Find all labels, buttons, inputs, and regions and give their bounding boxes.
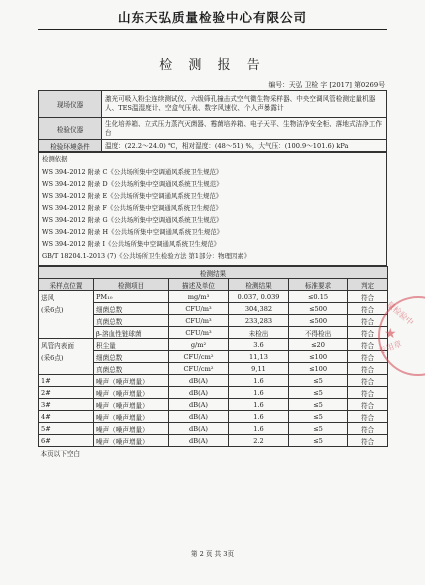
standard-cell: ≤5 (289, 423, 348, 435)
table-row (39, 291, 388, 303)
unit-cell: CFU/cm² (169, 363, 229, 375)
seal-text: 专用章 (377, 339, 403, 356)
standard-cell: 不得检出 (289, 327, 348, 339)
item-cell: PM₁₀ (94, 291, 169, 303)
item-cell: β-溶血性链球菌 (94, 327, 169, 339)
item-cell: 细菌总数 (94, 351, 169, 363)
item-cell: 噪声（噪声增量） (94, 399, 169, 411)
seal-text: 量检验中 (384, 299, 416, 328)
table-row (39, 399, 388, 411)
report-title: 检 测 报 告 (159, 58, 266, 73)
standard-cell: ≤5 (289, 387, 348, 399)
result-cell: 9,11 (229, 363, 289, 375)
column-header: 检测结果 (229, 279, 289, 291)
verdict-cell: 符合 (348, 363, 388, 375)
standard-cell: ≤5 (289, 399, 348, 411)
test-basis-title: 检测依据 (42, 155, 68, 163)
basis-line: WS 394-2012 附录 D《公共场所集中空调通风系统卫生规范》 (42, 180, 223, 188)
page-footer: 第 2 页 共 3页 (190, 550, 235, 558)
result-cell: 0.037, 0.039 (229, 291, 289, 303)
verdict-cell: 符合 (348, 411, 388, 423)
unit-cell: CFU/m³ (169, 315, 229, 327)
basis-line: WS 394-2012 附录 H《公共场所集中空调通风系统卫生规范》 (42, 228, 224, 236)
location-cell (39, 363, 94, 375)
column-header: 描述及单位 (169, 279, 229, 291)
unit-cell: CFU/cm² (169, 351, 229, 363)
header-rule (38, 29, 387, 30)
instrument-table (38, 90, 387, 153)
unit-cell: dB(A) (169, 375, 229, 387)
result-cell: 11,13 (229, 351, 289, 363)
location-cell: (采6点) (39, 351, 94, 363)
table-row (39, 375, 388, 387)
results-title: 检测结果 (39, 267, 388, 279)
table-row (39, 351, 388, 363)
table-row (39, 411, 388, 423)
basis-line: WS 394-2012 附录 G《公共场所集中空调通风系统卫生规范》 (42, 216, 223, 224)
table-row (39, 423, 388, 435)
document-number: 编号：天弘 卫检 字 [2017] 第0269号 (268, 81, 385, 89)
item-cell: 真菌总数 (94, 363, 169, 375)
basis-line: GB/T 18204.1-2013 (7)《公共场所卫生检验方法 第1部分：物理因素》 (42, 252, 251, 260)
unit-cell: CFU/m³ (169, 303, 229, 315)
unit-cell: dB(A) (169, 399, 229, 411)
result-cell: 1.6 (229, 375, 289, 387)
table-row (39, 339, 388, 351)
column-header: 检测项目 (94, 279, 169, 291)
lab-instrument-label: 检验仪器 (39, 118, 102, 140)
unit-cell: CFU/m³ (169, 327, 229, 339)
basis-line: WS 394-2012 附录 C《公共场所集中空调通风系统卫生规范》 (42, 168, 223, 176)
verdict-cell: 符合 (348, 303, 388, 315)
location-cell: 风管内表面 (39, 339, 94, 351)
column-header: 判定 (348, 279, 388, 291)
standard-cell: ≤500 (289, 315, 348, 327)
unit-cell: g/m² (169, 339, 229, 351)
item-cell: 噪声（噪声增量） (94, 387, 169, 399)
standard-cell: ≤5 (289, 411, 348, 423)
location-cell: 5# (39, 423, 94, 435)
table-row (39, 327, 388, 339)
column-header: 标准要求 (289, 279, 348, 291)
result-cell: 未检出 (229, 327, 289, 339)
location-cell (39, 327, 94, 339)
verdict-cell: 符合 (348, 339, 388, 351)
item-cell: 积尘量 (94, 339, 169, 351)
location-cell: 2# (39, 387, 94, 399)
verdict-cell: 符合 (348, 327, 388, 339)
standard-cell: ≤100 (289, 363, 348, 375)
company-name: 山东天弘质量检验中心有限公司 (117, 10, 307, 25)
env-condition-value: 温度：(22.2～24.0) ℃，相对湿度：(48～51) %，大气压：(100.9～101.6) kPa (102, 140, 387, 153)
table-row (39, 303, 388, 315)
location-cell: 6# (39, 435, 94, 447)
results-body (39, 291, 388, 459)
result-cell: 1.6 (229, 399, 289, 411)
verdict-cell: 符合 (348, 435, 388, 447)
unit-cell: dB(A) (169, 423, 229, 435)
blank-note-row (39, 447, 388, 459)
location-cell: 4# (39, 411, 94, 423)
table-row (39, 315, 388, 327)
results-table (38, 266, 388, 458)
basis-line: WS 394-2012 附录 I《公共场所集中空调通风系统卫生规范》 (42, 240, 220, 248)
result-cell: 233,283 (229, 315, 289, 327)
lab-instrument-value: 生化培养箱、立式压力蒸汽灭菌器、霉菌培养箱、电子天平、生物洁净安全柜、落地式洁净工作台 (102, 118, 387, 140)
test-basis-block (38, 151, 387, 266)
item-cell: 噪声（噪声增量） (94, 375, 169, 387)
star-icon: ★ (384, 326, 397, 342)
blank-note: 本页以下空白 (40, 449, 81, 458)
unit-cell: dB(A) (169, 435, 229, 447)
result-cell: 1.6 (229, 411, 289, 423)
location-cell: 送风 (39, 291, 94, 303)
unit-cell: dB(A) (169, 411, 229, 423)
item-cell: 噪声（噪声增量） (94, 435, 169, 447)
result-cell: 1.6 (229, 387, 289, 399)
verdict-cell: 符合 (348, 423, 388, 435)
unit-cell: mg/m³ (169, 291, 229, 303)
verdict-cell: 符合 (348, 291, 388, 303)
verdict-cell: 符合 (348, 315, 388, 327)
standard-cell: ≤100 (289, 351, 348, 363)
standard-cell: ≤500 (289, 303, 348, 315)
table-row (39, 387, 388, 399)
env-condition-label: 检验环境条件 (39, 140, 102, 153)
result-cell: 3.6 (229, 339, 289, 351)
standard-cell: ≤0.15 (289, 291, 348, 303)
location-cell: 3# (39, 399, 94, 411)
item-cell: 细菌总数 (94, 303, 169, 315)
verdict-cell: 符合 (348, 351, 388, 363)
unit-cell: dB(A) (169, 387, 229, 399)
table-row (39, 435, 388, 447)
standard-cell: ≤5 (289, 435, 348, 447)
location-cell: (采6点) (39, 303, 94, 315)
result-cell: 2.2 (229, 435, 289, 447)
field-instrument-label: 现场仪器 (39, 91, 102, 118)
standard-cell: ≤5 (289, 375, 348, 387)
item-cell: 真菌总数 (94, 315, 169, 327)
basis-line: WS 394-2012 附录 F《公共场所集中空调通风系统卫生规范》 (42, 204, 222, 212)
verdict-cell: 符合 (348, 387, 388, 399)
location-cell (39, 315, 94, 327)
column-header: 采样点位置 (39, 279, 94, 291)
location-cell: 1# (39, 375, 94, 387)
item-cell: 噪声（噪声增量） (94, 411, 169, 423)
verdict-cell: 符合 (348, 399, 388, 411)
table-row (39, 363, 388, 375)
item-cell: 噪声（噪声增量） (94, 423, 169, 435)
standard-cell: ≤20 (289, 339, 348, 351)
basis-line: WS 394-2012 附录 E《公共场所集中空调通风系统卫生规范》 (42, 192, 223, 200)
verdict-cell: 符合 (348, 375, 388, 387)
result-cell: 304,382 (229, 303, 289, 315)
result-cell: 1.6 (229, 423, 289, 435)
field-instrument-value: 激光可吸入粉尘连续测试仪、六级筛孔撞击式空气微生物采样器、中央空调风管检测定量机器人、TES温湿度计、空盒气压表、数字风速仪、个人声暴露计 (102, 91, 387, 118)
